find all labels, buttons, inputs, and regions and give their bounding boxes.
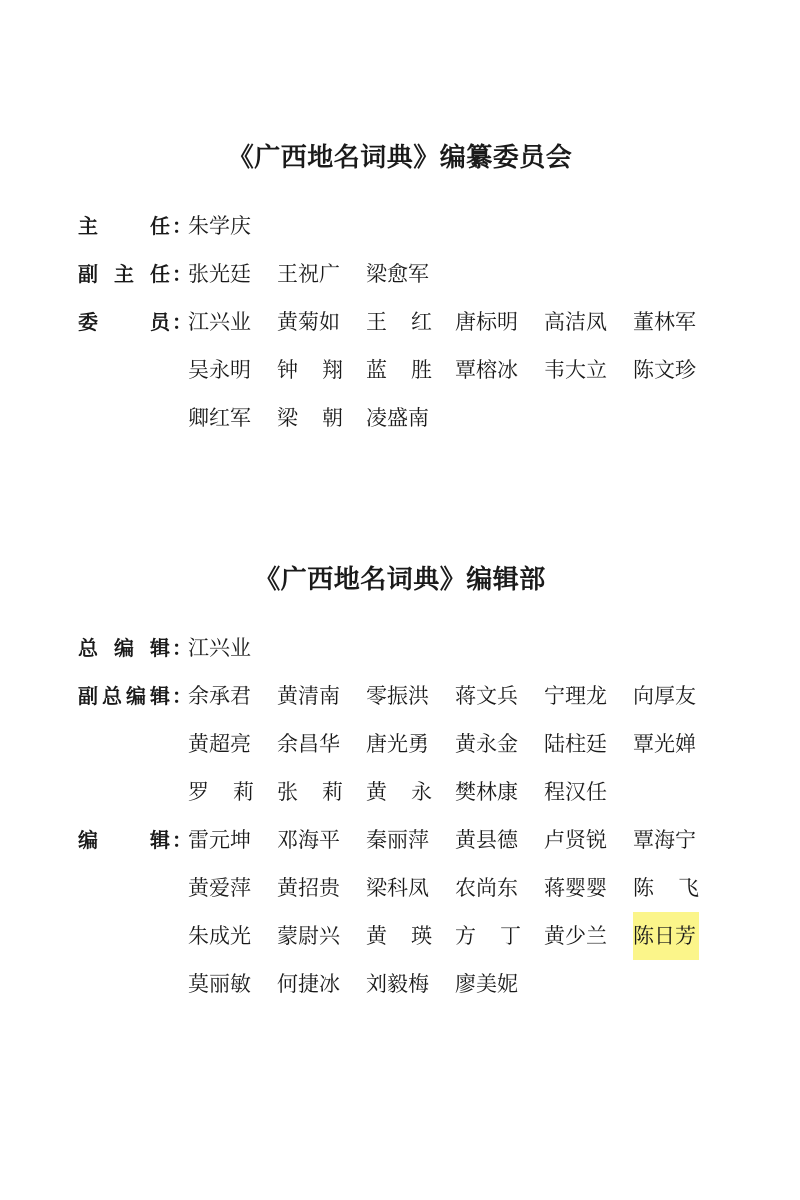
member-name: 陆柱廷 (544, 732, 607, 756)
member-name: 黄县德 (455, 828, 518, 852)
committee-row (0, 250, 800, 298)
role-label-colon: ： (172, 636, 192, 660)
member-name: 朱学庆 (188, 214, 251, 238)
editorial-member-list (0, 624, 800, 1008)
role-label-colon: ： (172, 828, 192, 852)
member-name: 覃海宁 (633, 828, 696, 852)
role-label (78, 624, 192, 672)
member-name: 程汉任 (544, 780, 607, 804)
member-name: 董林军 (633, 310, 696, 334)
role-label-text: 副总编辑 (78, 684, 170, 708)
role-label (78, 816, 192, 864)
member-name: 吴永明 (188, 358, 251, 382)
editorial-row (0, 672, 800, 720)
editorial-row (0, 768, 800, 816)
role-label-colon: ： (172, 684, 192, 708)
member-name: 廖美妮 (455, 972, 518, 996)
member-name: 唐标明 (455, 310, 518, 334)
role-label-colon: ： (172, 214, 192, 238)
member-name: 卢贤锐 (544, 828, 607, 852)
member-name: 韦大立 (544, 358, 607, 382)
member-name: 王祝广 (277, 262, 340, 286)
committee-row (0, 202, 800, 250)
editorial-row (0, 960, 800, 1008)
member-name: 张光廷 (188, 262, 251, 286)
member-name: 覃榕冰 (455, 358, 518, 382)
member-name: 向厚友 (633, 684, 696, 708)
member-name: 凌盛南 (366, 406, 429, 430)
member-name: 樊林康 (455, 780, 518, 804)
committee-member-list (0, 202, 800, 442)
member-name: 陈飞 (633, 876, 699, 900)
member-name: 黄永金 (455, 732, 518, 756)
member-name: 蒙尉兴 (277, 924, 340, 948)
member-name: 黄少兰 (544, 924, 607, 948)
highlighted-member-name: 陈日芳 (633, 912, 699, 960)
editorial-row (0, 912, 800, 960)
member-name: 零振洪 (366, 684, 429, 708)
role-label (78, 672, 192, 720)
member-name: 黄招贵 (277, 876, 340, 900)
member-name: 秦丽萍 (366, 828, 429, 852)
member-name: 何捷冰 (277, 972, 340, 996)
member-name: 江兴业 (188, 310, 251, 334)
role-label-text: 编辑 (78, 828, 170, 852)
member-name: 罗莉 (188, 780, 254, 804)
member-name: 余承君 (188, 684, 251, 708)
editorial-row (0, 624, 800, 672)
member-name: 江兴业 (188, 636, 251, 660)
committee-section (0, 138, 800, 442)
committee-row (0, 298, 800, 346)
member-name: 莫丽敏 (188, 972, 251, 996)
role-label-text: 总编辑 (78, 636, 170, 660)
member-name: 唐光勇 (366, 732, 429, 756)
editorial-row (0, 720, 800, 768)
committee-row (0, 346, 800, 394)
member-name: 蒋文兵 (455, 684, 518, 708)
committee-row (0, 394, 800, 442)
member-name: 黄爱萍 (188, 876, 251, 900)
role-label-text: 主任 (78, 214, 170, 238)
member-name: 梁朝 (277, 406, 343, 430)
member-name: 方丁 (455, 924, 521, 948)
member-name: 卿红军 (188, 406, 251, 430)
member-name: 黄超亮 (188, 732, 251, 756)
member-name: 刘毅梅 (366, 972, 429, 996)
role-label-text: 委员 (78, 310, 170, 334)
member-name: 王红 (366, 310, 432, 334)
member-name: 雷元坤 (188, 828, 251, 852)
member-name: 梁科凤 (366, 876, 429, 900)
member-name: 钟翔 (277, 358, 343, 382)
member-name: 张莉 (277, 780, 343, 804)
member-name: 黄瑛 (366, 924, 432, 948)
member-name: 梁愈军 (366, 262, 429, 286)
editorial-row (0, 864, 800, 912)
member-name: 余昌华 (277, 732, 340, 756)
role-label-colon: ： (172, 310, 192, 334)
member-name: 高洁凤 (544, 310, 607, 334)
member-name: 黄永 (366, 780, 432, 804)
member-name: 蒋婴婴 (544, 876, 607, 900)
member-name: 覃光婵 (633, 732, 696, 756)
member-name: 农尚东 (455, 876, 518, 900)
role-label-colon: ： (172, 262, 192, 286)
member-name: 宁理龙 (544, 684, 607, 708)
role-label (78, 250, 192, 298)
editorial-title: 《广西地名词典》编辑部 (254, 565, 546, 595)
committee-title: 《广西地名词典》编纂委员会 (227, 143, 573, 173)
member-name: 黄清南 (277, 684, 340, 708)
role-label (78, 202, 192, 250)
member-name: 蓝胜 (366, 358, 432, 382)
member-name: 邓海平 (277, 828, 340, 852)
member-name: 陈文珍 (633, 358, 696, 382)
member-name: 黄菊如 (277, 310, 340, 334)
editorial-row (0, 816, 800, 864)
role-label-text: 副主任 (78, 262, 170, 286)
member-name: 朱成光 (188, 924, 251, 948)
role-label (78, 298, 192, 346)
editorial-section (0, 560, 800, 1008)
